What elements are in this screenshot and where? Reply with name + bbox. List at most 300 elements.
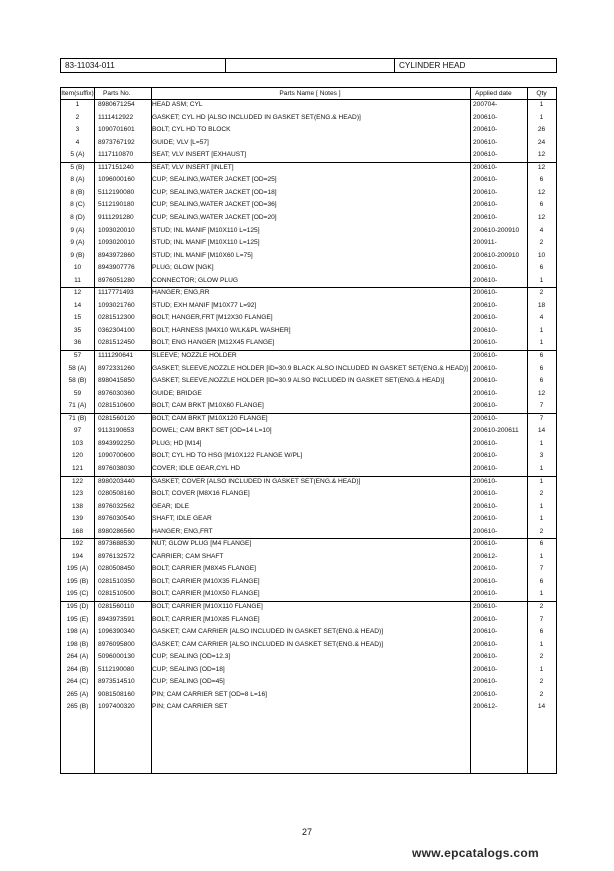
table-row: [61, 350, 556, 362]
row-applied-date: 200610-: [473, 502, 498, 510]
row-item: 58 (A): [68, 364, 87, 372]
row-parts-name: SEAT; VLV INSERT [INLET]: [152, 163, 234, 171]
table-row: [61, 689, 556, 701]
row-parts-no: 8973514510: [98, 678, 135, 686]
row-parts-name: STUD; INL MANIF [M10X110 L=125]: [152, 226, 260, 234]
header-divider: [225, 59, 226, 72]
row-item: 103: [71, 439, 83, 447]
table-row: [61, 425, 556, 437]
row-applied-date: 200610-: [473, 628, 498, 636]
row-qty: 7: [539, 615, 544, 623]
row-item: 8 (C): [70, 201, 85, 209]
row-qty: 12: [537, 389, 546, 397]
row-applied-date: 200612-: [473, 703, 498, 711]
row-qty: 6: [539, 364, 544, 372]
row-parts-name: GUIDE; BRIDGE: [152, 389, 202, 397]
table-row: [61, 664, 556, 676]
header-divider: [394, 59, 395, 72]
table-row: [61, 626, 556, 638]
row-qty: 10: [537, 251, 546, 259]
row-applied-date: 200610-: [473, 389, 498, 397]
row-parts-no: 5112190080: [98, 665, 135, 673]
row-item: 8 (D): [70, 213, 85, 221]
table-row: [61, 337, 556, 349]
row-qty: 6: [539, 540, 544, 548]
row-qty: 1: [539, 590, 544, 598]
row-applied-date: 200610-: [473, 188, 498, 196]
row-qty: 14: [537, 703, 546, 711]
row-parts-no: 8973688530: [98, 540, 135, 548]
row-item: 264 (C): [66, 678, 89, 686]
row-parts-no: 8980671254: [98, 101, 135, 108]
row-applied-date: 200610-: [473, 402, 498, 410]
row-item: 264 (B): [66, 665, 89, 673]
row-parts-no: 0280508450: [98, 565, 135, 573]
row-applied-date: 200704-: [473, 101, 498, 108]
row-parts-name: GASKET; CYL HD [ALSO INCLUDED IN GASKET SET(ENG.& HEAD)]: [152, 113, 361, 121]
row-parts-no: 8976095800: [98, 640, 135, 648]
table-row: [61, 513, 556, 525]
row-qty: 1: [539, 339, 544, 347]
row-qty: 4: [539, 226, 544, 234]
row-parts-no: 0281510350: [98, 577, 135, 585]
table-row: [61, 400, 556, 412]
row-applied-date: 200610-: [473, 126, 498, 134]
row-parts-no: 0281510600: [98, 402, 135, 410]
row-applied-date: 200610-: [473, 326, 498, 334]
row-applied-date: 200610-200910: [473, 226, 520, 234]
row-parts-name: CONNECTOR; GLOW PLUG: [152, 276, 238, 284]
row-parts-name: DOWEL; CAM BRKT SET [OD=14 L=10]: [152, 427, 272, 435]
row-qty: 6: [539, 352, 544, 359]
row-parts-no: 8976038030: [98, 464, 135, 472]
row-qty: 1: [539, 665, 544, 673]
table-row: [61, 325, 556, 337]
row-qty: 7: [539, 565, 544, 573]
row-applied-date: 200610-: [473, 213, 498, 221]
row-applied-date: 200610-: [473, 527, 498, 535]
row-item: 2: [75, 113, 80, 121]
row-item: 195 (C): [66, 590, 89, 598]
row-applied-date: 200610-: [473, 515, 498, 523]
row-item: 8 (A): [70, 176, 85, 184]
table-row: [61, 250, 556, 262]
row-parts-no: 1093020010: [98, 226, 135, 234]
row-parts-no: 1096000160: [98, 176, 135, 184]
row-parts-name: STUD; INL MANIF [M10X110 L=125]: [152, 239, 260, 247]
group-name: CYLINDER HEAD: [399, 61, 466, 70]
row-parts-no: 5096000130: [98, 653, 135, 661]
row-applied-date: 200610-: [473, 264, 498, 272]
row-qty: 1: [539, 276, 544, 284]
table-row: [61, 463, 556, 475]
row-qty: 1: [539, 439, 544, 447]
table-row: [61, 476, 556, 488]
row-item: 58 (B): [68, 377, 87, 385]
row-applied-date: 200610-: [473, 289, 498, 297]
row-qty: 6: [539, 377, 544, 385]
row-qty: 1: [539, 464, 544, 472]
table-row: [61, 149, 556, 161]
row-parts-name: GASKET; CAM CARRIER [ALSO INCLUDED IN GASKET SET(ENG.& HEAD)]: [152, 628, 384, 636]
row-item: 9 (A): [70, 226, 85, 234]
row-qty: 12: [537, 151, 546, 159]
row-parts-no: 0281512300: [98, 314, 135, 322]
row-parts-name: BOLT; HARNESS [M4X10 W/LK&PL WASHER]: [152, 326, 291, 334]
row-parts-name: BOLT; CYL HD TO HSG [M10X122 FLANGE W/PL]: [152, 452, 303, 460]
row-item: 194: [71, 552, 83, 560]
row-item: 71 (B): [68, 414, 87, 422]
row-parts-no: 1117151240: [98, 163, 134, 171]
table-row: [61, 450, 556, 462]
row-parts-name: CUP; SEALING [OD=18]: [152, 665, 225, 673]
table-row: [61, 237, 556, 249]
row-item: 195 (A): [66, 565, 89, 573]
row-qty: 14: [537, 427, 546, 435]
row-qty: 2: [539, 653, 544, 661]
row-applied-date: 200610-: [473, 201, 498, 209]
row-qty: 12: [537, 213, 546, 221]
table-row: [61, 676, 556, 688]
row-parts-no: 8943973591: [98, 615, 135, 623]
row-parts-name: BOLT; CAM BRKT [M10X120 FLANGE]: [152, 414, 268, 422]
row-applied-date: 200610-: [473, 477, 498, 485]
row-applied-date: 200610-: [473, 301, 498, 309]
row-parts-no: 1111290641: [98, 352, 134, 359]
row-parts-name: GUIDE; VLV [L=57]: [152, 138, 209, 146]
row-parts-name: BOLT; HANGER,FRT [M12X30 FLANGE]: [152, 314, 273, 322]
table-row: [61, 300, 556, 312]
row-item: 35: [73, 326, 82, 334]
row-parts-name: HANGER; ENG,RR: [152, 289, 210, 297]
row-item: 11: [74, 276, 81, 284]
row-applied-date: 200610-: [473, 603, 498, 610]
row-qty: 6: [539, 264, 544, 272]
row-item: 9 (B): [70, 251, 85, 259]
row-applied-date: 200610-: [473, 615, 498, 623]
table-row: [61, 526, 556, 538]
row-parts-no: 8972331260: [98, 364, 135, 372]
row-parts-no: 8976051280: [98, 276, 135, 284]
row-item: 192: [71, 540, 83, 548]
row-applied-date: 200610-: [473, 464, 498, 472]
row-qty: 1: [539, 640, 544, 648]
row-applied-date: 200610-: [473, 352, 498, 359]
table-row: [61, 413, 556, 425]
table-row: [61, 112, 556, 124]
row-qty: 2: [539, 289, 544, 297]
row-applied-date: 200610-: [473, 276, 498, 284]
row-parts-name: BOLT; CARRIER [M8X45 FLANGE]: [152, 565, 256, 573]
table-row: [61, 187, 556, 199]
row-qty: 18: [537, 301, 546, 309]
row-parts-name: CUP; SEALING [OD=45]: [152, 678, 225, 686]
row-item: 71 (A): [68, 402, 87, 410]
row-applied-date: 200610-: [473, 490, 498, 498]
row-parts-name: SLEEVE; NOZZLE HOLDER: [152, 352, 237, 359]
parts-table: [60, 87, 557, 774]
row-item: 139: [71, 515, 83, 523]
table-row: [61, 551, 556, 563]
row-parts-no: 8976132572: [98, 552, 135, 560]
row-qty: 6: [539, 577, 544, 585]
row-parts-no: 8980203440: [98, 477, 135, 485]
row-applied-date: 200610-: [473, 138, 498, 146]
row-parts-name: PIN; CAM CARRIER SET [OD=8 L=16]: [152, 690, 267, 698]
row-parts-name: BOLT; CARRIER [M10X110 FLANGE]: [152, 603, 263, 610]
table-row: [61, 275, 556, 287]
table-row: [61, 438, 556, 450]
row-parts-no: 1097400320: [98, 703, 135, 711]
row-qty: 6: [539, 176, 544, 184]
row-parts-name: BOLT; CARRIER [M10X50 FLANGE]: [152, 590, 260, 598]
row-parts-name: CUP; SEALING,WATER JACKET [OD=25]: [152, 176, 277, 184]
row-qty: 6: [539, 628, 544, 636]
row-item: 15: [73, 314, 82, 322]
row-applied-date: 200610-200611: [473, 427, 519, 435]
row-item: 265 (B): [66, 703, 89, 711]
row-parts-name: BOLT; CAM BRKT [M10X60 FLANGE]: [152, 402, 264, 410]
part-group-number: 83-11034-011: [65, 61, 115, 70]
row-parts-no: 8973767192: [98, 138, 135, 146]
row-item: 198 (B): [66, 640, 89, 648]
row-applied-date: 200610-: [473, 377, 498, 385]
row-parts-no: 0281510500: [98, 590, 135, 598]
row-qty: 7: [539, 414, 544, 422]
table-row: [61, 488, 556, 500]
row-item: 5 (A): [70, 151, 85, 159]
row-applied-date: 200610-: [473, 414, 498, 422]
row-parts-name: GASKET; COVER [ALSO INCLUDED IN GASKET SET(ENG.& HEAD)]: [152, 477, 361, 485]
row-qty: 3: [539, 452, 544, 460]
row-item: 123: [71, 490, 83, 498]
row-item: 195 (B): [66, 577, 89, 585]
table-row: [61, 262, 556, 274]
row-parts-name: CARRIER; CAM SHAFT: [152, 552, 224, 560]
row-item: 10: [73, 264, 82, 272]
row-applied-date: 200610-: [473, 176, 498, 184]
row-applied-date: 200610-: [473, 540, 498, 548]
row-parts-name: SHAFT; IDLE GEAR: [152, 515, 212, 523]
row-item: 36: [73, 339, 82, 347]
row-qty: 6: [539, 201, 544, 209]
table-row: [61, 212, 556, 224]
row-item: 57: [73, 352, 82, 359]
row-item: 195 (E): [66, 615, 89, 623]
row-applied-date: 200610-: [473, 640, 498, 648]
table-row: [61, 588, 556, 600]
row-item: 121: [71, 464, 83, 472]
row-qty: 24: [537, 138, 546, 146]
row-parts-name: SEAT; VLV INSERT [EXHAUST]: [152, 151, 247, 159]
row-parts-no: 8976030540: [98, 515, 135, 523]
row-parts-no: 5112190180: [98, 201, 135, 209]
row-item: 4: [75, 138, 80, 146]
table-row: [61, 501, 556, 513]
row-qty: 4: [539, 314, 544, 322]
row-item: 198 (A): [66, 628, 89, 636]
row-parts-name: CUP; SEALING,WATER JACKET [OD=20]: [152, 213, 277, 221]
row-qty: 1: [539, 101, 544, 108]
row-item: 9 (A): [70, 239, 85, 247]
row-qty: 7: [539, 402, 544, 410]
table-row: [61, 388, 556, 400]
row-parts-no: 5112190080: [98, 188, 135, 196]
row-qty: 1: [539, 515, 544, 523]
row-applied-date: 200612-: [473, 552, 498, 560]
row-qty: 1: [539, 502, 544, 510]
table-row: [61, 576, 556, 588]
row-parts-name: HANGER; ENG,FRT: [152, 527, 213, 535]
row-applied-date: 200610-: [473, 565, 498, 573]
table-row: [61, 375, 556, 387]
table-row: [61, 563, 556, 575]
row-parts-name: CUP; SEALING,WATER JACKET [OD=18]: [152, 188, 277, 196]
row-applied-date: 200610-: [473, 452, 498, 460]
row-qty: 12: [537, 163, 546, 171]
row-qty: 2: [539, 490, 544, 498]
row-item: 168: [71, 527, 83, 535]
col-header-item: Item(suffix): [61, 90, 94, 97]
row-applied-date: 200610-: [473, 653, 498, 661]
row-parts-name: PLUG; GLOW [NGK]: [152, 264, 214, 272]
row-parts-name: GASKET; SLEEVE,NOZZLE HOLDER [ID=30.9 ALSO INCLUDED IN GASKET SET(ENG.& HEAD)]: [152, 377, 445, 385]
row-applied-date: 200610-: [473, 314, 498, 322]
row-qty: 1: [539, 552, 544, 560]
row-applied-date: 200610-: [473, 339, 498, 347]
row-applied-date: 200610-: [473, 577, 498, 585]
row-item: 265 (A): [66, 690, 89, 698]
row-parts-no: 0281560120: [98, 414, 135, 422]
row-parts-no: 8980415850: [98, 377, 135, 385]
row-parts-no: 8976030360: [98, 389, 135, 397]
table-row: [61, 162, 556, 174]
row-parts-no: 9111291280: [98, 213, 134, 221]
row-parts-name: PLUG; HD [M14]: [152, 439, 202, 447]
page-number: 27: [301, 827, 312, 837]
row-parts-no: 1117110870: [98, 151, 134, 159]
row-parts-name: BOLT; CYL HD TO BLOCK: [152, 126, 231, 134]
row-qty: 1: [539, 477, 544, 485]
row-item: 3: [75, 126, 80, 134]
table-row: [61, 174, 556, 186]
row-parts-no: 8976032562: [98, 502, 135, 510]
row-item: 8 (B): [70, 188, 85, 196]
row-parts-no: 1117771493: [98, 289, 134, 297]
row-item: 122: [71, 477, 83, 485]
row-parts-name: COVER; IDLE GEAR,CYL HD: [152, 464, 241, 472]
row-qty: 26: [537, 126, 546, 134]
row-item: 59: [73, 389, 82, 397]
row-parts-name: CUP; SEALING,WATER JACKET [OD=36]: [152, 201, 277, 209]
row-parts-no: 8943907776: [98, 264, 135, 272]
table-row: [61, 312, 556, 324]
table-row: [61, 225, 556, 237]
row-parts-name: BOLT; ENG HANGER [M12X45 FLANGE]: [152, 339, 275, 347]
row-parts-no: 8943972860: [98, 251, 135, 259]
row-item: 195 (D): [66, 603, 89, 610]
row-parts-name: STUD; INL MANIF [M10X60 L=75]: [152, 251, 253, 259]
row-parts-no: 1093021760: [98, 301, 135, 309]
row-parts-no: 1096390340: [98, 628, 135, 636]
row-item: 138: [71, 502, 83, 510]
watermark-text: www.epcatalogs.com: [412, 846, 539, 860]
row-parts-name: BOLT; COVER [M8X16 FLANGE]: [152, 490, 250, 498]
row-item: 12: [73, 289, 82, 297]
row-applied-date: 200610-: [473, 113, 498, 121]
row-qty: 2: [539, 603, 544, 610]
table-row: [61, 99, 556, 111]
row-parts-no: 0280508160: [98, 490, 135, 498]
row-parts-name: BOLT; CARRIER [M10X35 FLANGE]: [152, 577, 260, 585]
row-applied-date: 200911-: [473, 239, 497, 247]
table-row: [61, 639, 556, 651]
row-item: 120: [71, 452, 83, 460]
row-parts-no: 1093020010: [98, 239, 135, 247]
row-applied-date: 200610-200910: [473, 251, 520, 259]
row-applied-date: 200610-: [473, 590, 498, 598]
row-parts-no: 1090700600: [98, 452, 135, 460]
row-item: 1: [75, 101, 80, 108]
col-header-qty: Qty: [536, 90, 547, 97]
row-parts-name: STUD; EXH MANIF [M10X77 L=92]: [152, 301, 257, 309]
row-applied-date: 200610-: [473, 151, 498, 159]
row-parts-no: 0281512450: [98, 339, 135, 347]
row-parts-name: PIN; CAM CARRIER SET: [152, 703, 228, 711]
col-header-parts-name: Parts Name [ Notes ]: [279, 90, 341, 97]
row-parts-name: GASKET; CAM CARRIER [ALSO INCLUDED IN GASKET SET(ENG.& HEAD)]: [152, 640, 384, 648]
row-item: 264 (A): [66, 653, 89, 661]
row-qty: 2: [539, 527, 544, 535]
table-row: [61, 287, 556, 299]
row-parts-name: HEAD ASM; CYL: [152, 101, 203, 108]
table-row: [61, 614, 556, 626]
row-parts-name: CUP; SEALING [OD=12.3]: [152, 653, 231, 661]
row-parts-no: 1111412922: [98, 113, 134, 121]
row-applied-date: 200610-: [473, 364, 498, 372]
col-header-applied-date: Applied date: [475, 90, 512, 97]
row-parts-name: BOLT; CARRIER [M10X85 FLANGE]: [152, 615, 260, 623]
row-applied-date: 200610-: [473, 665, 498, 673]
row-item: 97: [73, 427, 82, 435]
row-parts-no: 8943992250: [98, 439, 135, 447]
row-applied-date: 200610-: [473, 163, 498, 171]
row-applied-date: 200610-: [473, 678, 498, 686]
row-parts-no: 1090701601: [98, 126, 135, 134]
row-qty: 1: [539, 113, 544, 121]
row-parts-name: NUT; GLOW PLUG [M4 FLANGE]: [152, 540, 252, 548]
row-parts-name: GASKET; SLEEVE,NOZZLE HOLDER [ID=30.9 BLACK ALSO INCLUDED IN GASKET SET(ENG.& HEAD)]: [152, 364, 468, 372]
row-qty: 12: [537, 188, 546, 196]
table-row: [61, 137, 556, 149]
row-parts-no: 0362304100: [98, 326, 135, 334]
row-parts-name: GEAR; IDLE: [152, 502, 190, 510]
table-row: [61, 538, 556, 550]
row-applied-date: 200610-: [473, 439, 498, 447]
row-parts-no: 9081508160: [98, 690, 135, 698]
row-parts-no: 9113190653: [98, 427, 135, 435]
row-parts-no: 0281560110: [98, 603, 135, 610]
row-item: 5 (B): [70, 163, 85, 171]
table-row: [61, 651, 556, 663]
table-row: [61, 199, 556, 211]
row-qty: 1: [539, 326, 544, 334]
catalog-header: [60, 58, 557, 73]
table-row: [61, 601, 556, 613]
row-qty: 2: [539, 678, 544, 686]
table-row: [61, 701, 556, 713]
row-qty: 2: [539, 239, 544, 247]
